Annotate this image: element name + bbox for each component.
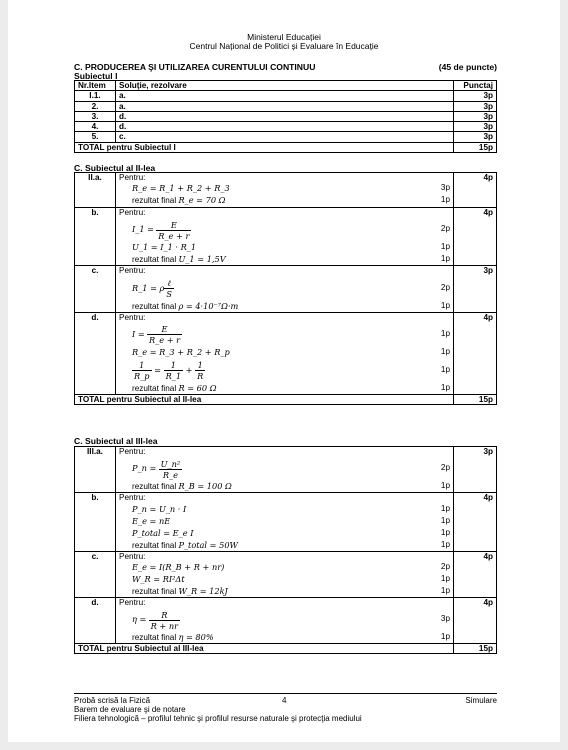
sub-points: 2p	[440, 224, 450, 234]
footer-page-number: 4	[282, 696, 287, 705]
sub-points: 2p	[440, 463, 450, 473]
sub-points: 1p	[440, 632, 450, 642]
footer-divider	[74, 693, 497, 694]
result-formula: R = 60 Ω	[178, 382, 217, 393]
fraction-numerator: E	[156, 220, 191, 231]
total-points: 15p	[454, 644, 497, 654]
item-row-d	[75, 597, 497, 643]
item-number: c.	[75, 551, 116, 597]
points: 4p	[454, 173, 497, 208]
formula: R_e = R_3 + R_2 + R_p	[132, 346, 230, 357]
fraction-denominator: R	[197, 371, 204, 382]
result-formula: U_1 = 1,5V	[178, 254, 226, 265]
fraction-numerator: 1	[195, 360, 205, 371]
sub-points: 1p	[440, 515, 450, 525]
result-label: rezultat final	[132, 540, 177, 550]
solution-cell	[116, 208, 454, 266]
result-label: rezultat final	[132, 301, 177, 311]
points: 3p	[454, 101, 497, 111]
result-label: rezultat final	[132, 482, 177, 492]
solution-cell	[116, 173, 454, 208]
formula: P_total = E_e I	[132, 527, 194, 538]
table-row	[75, 111, 497, 121]
item-number: b.	[75, 493, 116, 551]
total-points: 15p	[454, 142, 497, 152]
subject2-title: C. Subiectul al II-lea	[74, 163, 156, 173]
formula: E_e = I(R_B + R + nr)	[132, 561, 225, 572]
answer: a.	[116, 101, 454, 111]
item-number: 4.	[75, 122, 116, 132]
solution-cell: Pentru: I = $\frac{E}{R\_e + r}$ 1p R_e = R_3 + R_2 + R_p 1p $\frac{1}{R\_p}$ = $\frac{1}{R\_1}$ + $\frac{1}{R}$ 1p rezultat final R = 60 Ω 1p	[116, 312, 454, 394]
subject3-title: C. Subiectul al III-lea	[74, 436, 158, 446]
points: 4p	[454, 208, 497, 266]
subject1-table	[74, 80, 497, 153]
item-row-c	[75, 266, 497, 312]
formula-lhs: R_1 = ρ	[132, 282, 165, 293]
fraction-numerator: U_n²	[160, 458, 181, 469]
answer: d.	[116, 122, 454, 132]
result-label: rezultat final	[132, 586, 177, 596]
sub-points: 3p	[440, 614, 450, 624]
footer-barem: Barem de evaluare şi de notare	[74, 705, 186, 714]
item-number: II.a.	[75, 173, 116, 208]
sub-points: 1p	[440, 346, 450, 356]
header-center: Centrul Național de Politici și Evaluare în Educație	[189, 41, 379, 51]
item-number: 2.	[75, 101, 116, 111]
subject2-table	[74, 172, 497, 405]
formula-lhs: η =	[132, 614, 147, 625]
fraction-numerator: R	[149, 610, 180, 621]
sub-points: 1p	[440, 527, 450, 537]
formula: W_R = RI²Δt	[132, 573, 185, 584]
sub-points: 1p	[440, 382, 450, 392]
sub-points: 2p	[440, 561, 450, 571]
answer: d.	[116, 111, 454, 121]
formula-lhs: I =	[132, 328, 145, 339]
item-row-c	[75, 551, 497, 597]
fraction-numerator: 1	[164, 360, 183, 371]
item-number: 5.	[75, 132, 116, 142]
result-formula: η = 80%	[178, 632, 214, 643]
item-number: b.	[75, 208, 116, 266]
pentru-label: Pentru:	[119, 597, 146, 607]
total-label: TOTAL pentru Subiectul al II-lea	[75, 394, 454, 404]
total-row	[75, 644, 497, 654]
solution-cell	[116, 447, 454, 493]
fraction-denominator: R_1	[165, 371, 182, 382]
pentru-label: Pentru:	[119, 173, 146, 182]
sub-points: 1p	[440, 242, 450, 252]
footer-subject: Probă scrisă la Fizică	[74, 696, 151, 705]
result-formula: W_R = 12kJ	[178, 585, 228, 596]
section-title: C. PRODUCEREA ŞI UTILIZAREA CURENTULUI CONTINUU	[74, 62, 316, 72]
item-row-a	[75, 447, 497, 493]
points: 4p	[454, 312, 497, 394]
fraction-denominator: R_e + r	[158, 230, 190, 241]
item-number: d.	[75, 312, 116, 394]
points: 3p	[454, 122, 497, 132]
points: 4p	[454, 493, 497, 551]
sub-points: 1p	[440, 503, 450, 513]
result-label: rezultat final	[132, 196, 177, 206]
pentru-label: Pentru:	[119, 493, 146, 503]
total-points: 15p	[454, 394, 497, 404]
table-row	[75, 91, 497, 101]
sub-points: 2p	[440, 282, 450, 292]
footer-filiera: Filiera tehnologică – profilul tehnic şi profilul resurse naturale şi protecţia mediului	[74, 714, 362, 723]
result-label: rezultat final	[132, 255, 177, 265]
answer: a.	[116, 91, 454, 101]
sub-points: 1p	[440, 481, 450, 491]
item-number: d.	[75, 597, 116, 643]
result-formula: P_total = 50W	[178, 539, 238, 550]
sub-points: 1p	[440, 539, 450, 549]
points: 4p	[454, 597, 497, 643]
solution-cell	[116, 551, 454, 597]
total-label: TOTAL pentru Subiectul I	[75, 142, 454, 152]
sub-points: 1p	[440, 585, 450, 595]
fraction-numerator: 1	[132, 360, 152, 371]
pentru-label: Pentru:	[119, 266, 146, 276]
col-points-header: Punctaj	[454, 81, 497, 91]
fraction-denominator: R_p	[134, 371, 150, 382]
total-row	[75, 394, 497, 404]
table-row	[75, 101, 497, 111]
subject1-title: Subiectul I	[74, 71, 118, 81]
sub-points: 1p	[440, 254, 450, 264]
total-row	[75, 142, 497, 152]
points: 3p	[454, 111, 497, 121]
pentru-label: Pentru:	[119, 551, 146, 561]
document-page	[8, 0, 560, 742]
pentru-label: Pentru:	[119, 312, 146, 322]
pentru-label: Pentru:	[119, 447, 146, 456]
solution-cell	[116, 266, 454, 312]
points: 3p	[454, 132, 497, 142]
solution-cell	[116, 597, 454, 643]
item-number: III.a.	[75, 447, 116, 493]
col-solution-header: Soluţie, rezolvare	[116, 81, 454, 91]
formula: U_1 = I_1 · R_1	[132, 242, 197, 253]
fraction-numerator: ℓ	[164, 278, 174, 289]
result-label: rezultat final	[132, 633, 177, 643]
col-item-header: Nr.Item	[75, 81, 116, 91]
sub-points: 1p	[440, 195, 450, 205]
header-ministry: Ministerul Educației	[247, 32, 321, 42]
item-row-b	[75, 493, 497, 551]
fraction-numerator: E	[147, 324, 182, 335]
result-formula: R_e = 70 Ω	[178, 195, 226, 206]
points: 3p	[454, 266, 497, 312]
section-points: (45 de puncte)	[438, 62, 497, 72]
fraction-denominator: R_e	[162, 469, 178, 480]
answer: c.	[116, 132, 454, 142]
item-number: 3.	[75, 111, 116, 121]
item-row-b	[75, 208, 497, 266]
table-row	[75, 122, 497, 132]
item-number: I.1.	[75, 91, 116, 101]
formula: E_e = nE	[132, 515, 171, 526]
points: 4p	[454, 551, 497, 597]
item-row-d	[75, 312, 497, 394]
footer-simulare: Simulare	[465, 696, 497, 705]
result-label: rezultat final	[132, 383, 177, 393]
formula-lhs: I_1 =	[132, 224, 154, 235]
item-row-a	[75, 173, 497, 208]
result-formula: ρ = 4·10⁻⁷Ω·m	[178, 300, 239, 311]
item-number: c.	[75, 266, 116, 312]
solution-cell	[116, 493, 454, 551]
sub-points: 1p	[440, 573, 450, 583]
sub-points: 1p	[440, 300, 450, 310]
points: 3p	[454, 447, 497, 493]
sub-points: 1p	[440, 328, 450, 338]
fraction-denominator: R + nr	[150, 620, 179, 631]
formula: R_e = R_1 + R_2 + R_3	[132, 183, 230, 194]
formula: P_n = U_n · I	[132, 503, 187, 514]
subject3-table	[74, 446, 497, 654]
sub-points: 3p	[440, 183, 450, 193]
pentru-label: Pentru:	[119, 208, 146, 217]
fraction-denominator: S	[166, 288, 172, 299]
total-label: TOTAL pentru Subiectul al III-lea	[75, 644, 454, 654]
formula-lhs: P_n =	[132, 463, 157, 474]
result-formula: R_B = 100 Ω	[178, 481, 232, 492]
points: 3p	[454, 91, 497, 101]
table-row	[75, 132, 497, 142]
fraction-denominator: R_e + r	[148, 335, 181, 346]
sub-points: 1p	[440, 364, 450, 374]
